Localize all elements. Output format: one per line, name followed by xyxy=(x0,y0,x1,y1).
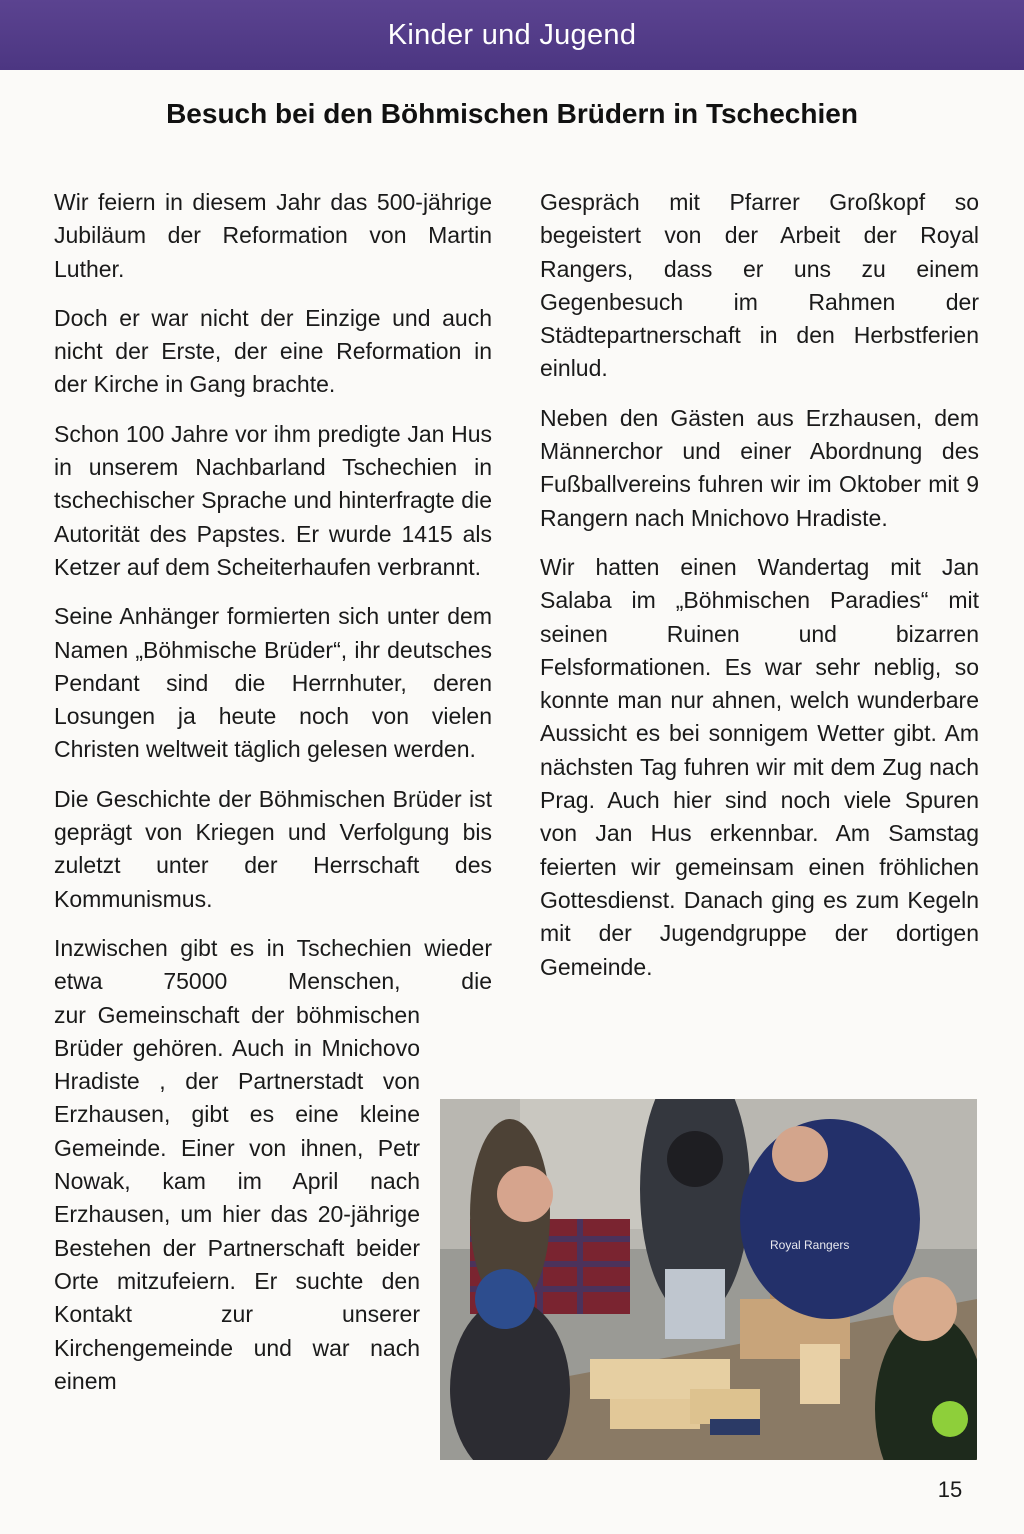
section-banner xyxy=(0,0,1024,70)
paragraph-wide-part: Inzwischen gibt es in Tschechien wieder etwa 75000 Menschen, die xyxy=(54,934,492,995)
paragraph: Wir feiern in diesem Jahr das 500-jährige Jubiläum der Reformation von Martin Luther. xyxy=(54,189,492,282)
paragraph: Wir hatten einen Wandertag mit Jan Salaba im „Böhmischen Paradies“ mit seinen Ruinen und bizarren Felsformationen. Es war sehr neblig, so konnte man nur ahnen, welch wunderbare Aussicht es bei sonnigem Wetter gibt. Am nächsten Tag fuhren wir mit dem Zug nach Prag. Auch hier sind noch viele Spuren von Jan Hus erkennbar. Am Samstag feierten wir gemeinsam einen fröhlichen Gottesdienst. Danach ging es zum Kegeln mit der Jugendgruppe der dortigen Gemeinde. xyxy=(540,553,979,980)
photo-illustration xyxy=(440,1099,977,1460)
shirt-text: Royal Rangers xyxy=(770,1238,850,1252)
article-title: Besuch bei den Böhmischen Brüdern in Tschechien xyxy=(166,98,858,129)
paragraph: Die Geschichte der Böhmischen Brüder ist geprägt von Kriegen und Verfolgung bis zuletzt unter der Herrschaft des Kommunismus. xyxy=(54,785,492,912)
paragraph: Gespräch mit Pfarrer Großkopf so begeistert von der Arbeit der Royal Rangers, dass er uns zu einem Gegenbesuch im Rahmen der Städtepartnerschaft in den Herbstferien einlud. xyxy=(540,189,979,382)
paragraph: Schon 100 Jahre vor ihm predigte Jan Hus in unserem Nachbarland Tschechien in tschechischer Sprache und hinterfragte die Autorität des Papstes. Er wurde 1415 als Ketzer auf dem Scheiterhaufen verbrannt. xyxy=(54,420,492,580)
group-photo xyxy=(440,1099,977,1460)
left-column xyxy=(54,186,492,1398)
page-number: 15 xyxy=(937,1477,963,1502)
paragraph: Neben den Gästen aus Erzhausen, dem Männerchor und einer Abordnung des Fußballvereins fuhren wir im Oktober mit 9 Rangern nach Mnichovo Hradiste. xyxy=(540,404,979,531)
paragraph: Doch er war nicht der Einzige und auch nicht der Erste, der eine Reformation in der Kirche in Gang brachte. xyxy=(54,304,492,398)
paragraph-narrow-part: zur Gemeinschaft der böhmischen Brüder gehören. Auch in Mnichovo Hradiste , der Partnerstadt von Erzhausen, gibt es eine kleine Gemeinde. Einer von ihnen, Petr Nowak, kam im April nach Erzhausen, um hier das 20-jährige Bestehen der Partnerschaft beider Orte mitzufeiern. Er suchte den Kontakt zur unserer Kirchengemeinde und war nach einem xyxy=(54,1001,420,1394)
paragraph xyxy=(54,932,492,1398)
right-column xyxy=(540,186,979,1000)
paragraph: Seine Anhänger formierten sich unter dem Namen „Böhmische Brüder“, ihr deutsches Pendant sind die Herrnhuter, deren Losungen ja heute noch von vielen Christen weltweit täglich gelesen werden. xyxy=(54,603,492,763)
section-title: Kinder und Jugend xyxy=(387,19,637,51)
